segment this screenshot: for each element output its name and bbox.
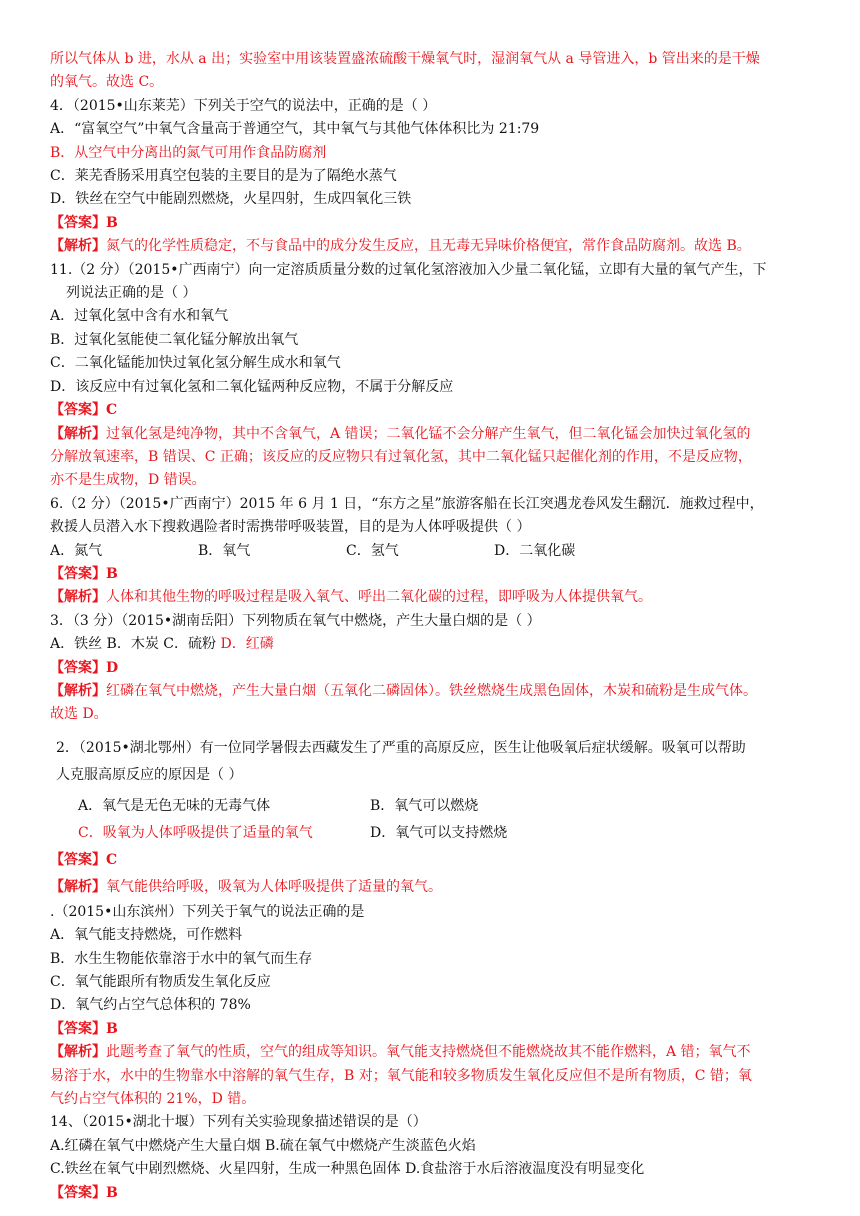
option-c: C．吸氧为人体呼吸提供了适量的氧气 <box>78 824 313 841</box>
question-stem: 14、（2015•湖北十堰）下列有关实验现象描述错误的是（） <box>50 1114 427 1131</box>
question-14 <box>50 1111 812 1205</box>
answer-value: B <box>106 214 118 231</box>
question-3 <box>50 610 812 727</box>
answer-line <box>50 563 812 586</box>
answer-line <box>50 399 812 422</box>
answer-line <box>50 657 812 680</box>
question-2 <box>50 735 812 901</box>
explanation-label: 【解析】 <box>50 589 106 606</box>
explanation-text: 氮气的化学性质稳定，不与食品中的成分发生反应，且无毒无异味价格便宜，常作食品防腐剂。故选 B。 <box>106 238 751 255</box>
answer-line <box>50 847 812 874</box>
answer-value: C <box>106 402 118 419</box>
answer-line <box>50 1018 812 1041</box>
question-6 <box>50 493 812 610</box>
question-stem: 4．（2015•山东莱芜）下列关于空气的说法中，正确的是（ ） <box>50 97 437 114</box>
question-stem-cont: 人克服高原反应的原因是（ ） <box>56 766 243 783</box>
question-11 <box>50 259 812 493</box>
answer-value: B <box>106 1020 118 1037</box>
explanation-text: 过氧化氢是纯净物，其中不含氧气，A 错误；二氧化锰不会分解产生氧气，但二氧化锰会加快过氧化氢的 <box>106 425 751 442</box>
option-b: B．从空气中分离出的氮气可用作食品防腐剂 <box>50 144 327 161</box>
option-c: C．二氧化锰能加快过氧化氢分解生成水和氧气 <box>50 355 341 372</box>
option-d: D．二氧化碳 <box>494 542 576 559</box>
answer-label: 【答案】 <box>50 851 106 868</box>
question-stem-cont: 救援人员潜入水下搜救遇险者时需携带呼吸装置，目的是为人体呼吸提供（ ） <box>50 519 531 536</box>
option-a: A．过氧化氢中含有水和氧气 <box>50 308 229 325</box>
options-row <box>50 633 812 656</box>
question-stem: .（2015•山东滨州）下列关于氧气的说法正确的是 <box>50 903 365 920</box>
answer-label: 【答案】 <box>50 1020 106 1037</box>
option-b: B．氧气可以燃烧 <box>370 797 479 814</box>
explanation-text: 氧气能供给呼吸，吸氧为人体呼吸提供了适量的氧气。 <box>106 878 442 895</box>
option-d: D．氧气可以支持燃烧 <box>370 824 508 841</box>
options-row-2 <box>50 820 812 847</box>
option-d: D．氧气约占空气总体积的 78% <box>50 997 251 1014</box>
text-line: 的氧气。故选 C。 <box>50 74 164 91</box>
option-d: D．铁丝在空气中能剧烈燃烧，火星四射，生成四氧化三铁 <box>50 191 412 208</box>
explanation-label: 【解析】 <box>50 425 106 442</box>
options-row-2: C.铁丝在氧气中剧烈燃烧、火星四射，生成一种黑色固体 D.食盐溶于水后溶液温度没有明显变化 <box>50 1161 645 1178</box>
answer-value: B <box>106 565 118 582</box>
question-stem: 6.（2 分）（2015•广西南宁）2015 年 6 月 1 日，“东方之星”旅游客船在长江突遇龙卷风发生翻沉．施救过程中， <box>50 495 764 512</box>
explanation-cont: 气约占空气体积的 21%，D 错。 <box>50 1091 256 1108</box>
options-row-1 <box>50 793 812 820</box>
option-c: C．莱芜香肠采用真空包装的主要目的是为了隔绝水蒸气 <box>50 168 397 185</box>
answer-label: 【答案】 <box>50 1184 106 1201</box>
explanation <box>50 874 812 901</box>
question-binzhou <box>50 901 812 1112</box>
explanation-text: 红磷在氧气中燃烧，产生大量白烟（五氧化二磷固体）。铁丝燃烧生成黑色固体，木炭和硫粉是生成气体。 <box>106 682 757 699</box>
explanation-cont: 易溶于水，水中的生物靠水中溶解的氧气生存，B 对；氧气能和较多物质发生氧化反应但不是所有物质，C 错；氧 <box>50 1067 752 1084</box>
option-d: D．该反应中有过氧化氢和二氧化锰两种反应物，不属于分解反应 <box>50 378 454 395</box>
answer-label: 【答案】 <box>50 402 106 419</box>
options-row <box>50 540 812 563</box>
question-4 <box>50 95 812 259</box>
option-a: A．氮气 <box>50 542 103 559</box>
answer-value: D <box>106 659 119 676</box>
explanation <box>50 680 812 703</box>
answer-line <box>50 212 812 235</box>
explanation-label: 【解析】 <box>50 1044 106 1061</box>
question-stem-cont: 列说法正确的是（ ） <box>66 285 197 302</box>
explanation-cont: 分解放氧速率，B 错误、C 正确；该反应的反应物只有过氧化氢，其中二氧化锰只起催化剂的作用，不是反应物， <box>50 448 752 465</box>
answer-value: B <box>106 1184 118 1201</box>
option-c: C．氧气能跟所有物质发生氧化反应 <box>50 974 271 990</box>
option-d: D．红磷 <box>220 636 274 653</box>
option-a: A．“富氧空气”中氧气含量高于普通空气，其中氧气与其他气体体积比为 21:79 <box>50 121 540 138</box>
option-a: A．氧气是无色无味的无毒气体 <box>78 797 271 814</box>
question-stem: 2．（2015•湖北鄂州）有一位同学暑假去西藏发生了严重的高原反应，医生让他吸氧后症状缓解。吸氧可以帮助 <box>56 739 746 756</box>
explanation <box>50 235 812 258</box>
answer-label: 【答案】 <box>50 565 106 582</box>
explanation-cont: 亦不是生成物，D 错误。 <box>50 472 206 489</box>
answer-label: 【答案】 <box>50 214 106 231</box>
answer-line <box>50 1182 812 1205</box>
explanation-label: 【解析】 <box>50 238 106 255</box>
options-abc: A．铁丝 B．木炭 C．硫粉 <box>50 636 221 653</box>
explanation-text: 此题考查了氧气的性质，空气的组成等知识。氧气能支持燃烧但不能燃烧故其不能作燃料，A 错；氧气不 <box>106 1044 751 1061</box>
option-a: A．氧气能支持燃烧，可作燃料 <box>50 927 243 944</box>
text-line: 所以气体从 b 进，水从 a 出；实验室中用该装置盛浓硫酸干燥氧气时，湿润氧气从 a 导管进入，b 管出来的是干燥 <box>50 51 760 67</box>
explanation-label: 【解析】 <box>50 682 106 699</box>
explanation-text: 人体和其他生物的呼吸过程是吸入氧气、呼出二氧化碳的过程，即呼吸为人体提供氧气。 <box>106 589 652 606</box>
explanation <box>50 1041 812 1064</box>
question-stem: 11.（2 分）（2015•广西南宁）向一定溶质质量分数的过氧化氢溶液加入少量二氧化锰，立即有大量的氧气产生，下 <box>50 261 767 278</box>
option-c: C．氢气 <box>346 542 399 559</box>
option-b: B．过氧化氢能使二氧化锰分解放出氧气 <box>50 331 299 348</box>
answer-label: 【答案】 <box>50 659 106 676</box>
explanation-cont: 故选 D。 <box>50 706 108 723</box>
prev-explanation <box>50 48 812 95</box>
answer-value: C <box>106 851 118 868</box>
options-row-1: A.红磷在氧气中燃烧产生大量白烟 B.硫在氧气中燃烧产生淡蓝色火焰 <box>50 1137 476 1154</box>
explanation <box>50 423 812 446</box>
option-b: B．氧气 <box>198 542 251 559</box>
explanation <box>50 586 812 609</box>
option-b: B．水生生物能依靠溶于水中的氧气而生存 <box>50 950 313 967</box>
question-stem: 3．（3 分）（2015•湖南岳阳）下列物质在氧气中燃烧，产生大量白烟的是（ ） <box>50 612 541 629</box>
explanation-label: 【解析】 <box>50 878 106 895</box>
